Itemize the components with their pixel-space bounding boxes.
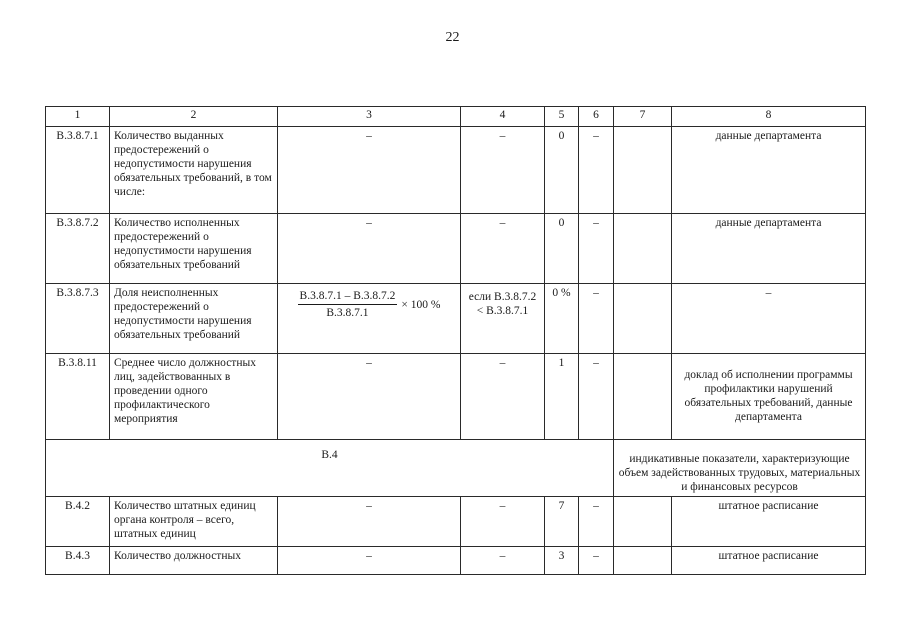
formula-cell: – (278, 214, 461, 284)
condition-cell: – (461, 214, 545, 284)
table-row (46, 214, 866, 284)
indicator-name: Количество должностных (110, 547, 278, 575)
indicator-code: В.3.8.7.2 (46, 214, 110, 284)
col6-cell: – (579, 354, 614, 440)
formula-cell: – (278, 547, 461, 575)
condition-cell (461, 284, 545, 354)
section-description: индикативные показатели, характеризующие объем задействованных трудовых, материальных и финансовых ресурсов (614, 440, 866, 497)
indicator-name: Количество выданных предостережений о недопустимости нарушения обязательных требований, в том числе: (110, 127, 278, 214)
condition-cell: – (461, 547, 545, 575)
indicator-name: Доля неисполненных предостережений о недопустимости нарушения обязательных требований (110, 284, 278, 354)
col6-cell: – (579, 284, 614, 354)
indicator-name: Среднее число должностных лиц, задействованных в проведении одного профилактического мероприятия (110, 354, 278, 440)
condition-line-1: если В.3.8.7.2 (468, 291, 537, 303)
col6-cell: – (579, 127, 614, 214)
indicator-name: Количество исполненных предостережений о недопустимости нарушения обязательных требований (110, 214, 278, 284)
table-row (46, 284, 866, 354)
header-row (46, 107, 866, 127)
col7-cell (614, 214, 672, 284)
value-cell: 0 (545, 127, 579, 214)
col7-cell (614, 284, 672, 354)
col7-cell (614, 354, 672, 440)
source-cell: доклад об исполнении программы профилактики нарушений обязательных требований, данные департамента (672, 354, 866, 440)
condition-cell: – (461, 127, 545, 214)
fraction-body (298, 289, 398, 320)
section-code: В.4 (46, 440, 614, 497)
header-cell: 1 (46, 107, 110, 127)
fraction-numerator: В.3.8.7.1 – В.3.8.7.2 (298, 289, 398, 305)
source-cell: – (672, 284, 866, 354)
col7-cell (614, 127, 672, 214)
formula-cell: – (278, 354, 461, 440)
fraction-multiplier: × 100 % (401, 298, 441, 311)
table-row (46, 497, 866, 547)
formula-cell: – (278, 497, 461, 547)
condition-line-2: < В.3.8.7.1 (476, 305, 529, 317)
header-cell: 8 (672, 107, 866, 127)
indicator-code: В.3.8.7.3 (46, 284, 110, 354)
header-cell: 4 (461, 107, 545, 127)
header-cell: 2 (110, 107, 278, 127)
indicator-code: В.3.8.7.1 (46, 127, 110, 214)
indicator-name: Количество штатных единиц органа контроля – всего, штатных единиц (110, 497, 278, 547)
source-cell: штатное расписание (672, 547, 866, 575)
col6-cell: – (579, 547, 614, 575)
source-cell: данные департамента (672, 127, 866, 214)
indicator-code: В.4.3 (46, 547, 110, 575)
fraction-denominator: В.3.8.7.1 (326, 307, 369, 319)
col7-cell (614, 547, 672, 575)
value-cell: 3 (545, 547, 579, 575)
value-cell: 7 (545, 497, 579, 547)
col7-cell (614, 497, 672, 547)
table-row (46, 127, 866, 214)
col6-cell: – (579, 497, 614, 547)
indicator-code: В.3.8.11 (46, 354, 110, 440)
value-cell: 1 (545, 354, 579, 440)
section-row (46, 440, 866, 497)
formula-fraction (282, 286, 456, 320)
source-cell: данные департамента (672, 214, 866, 284)
header-cell: 7 (614, 107, 672, 127)
value-cell: 0 % (545, 284, 579, 354)
indicator-code: В.4.2 (46, 497, 110, 547)
condition-cell: – (461, 497, 545, 547)
col6-cell: – (579, 214, 614, 284)
value-cell: 0 (545, 214, 579, 284)
formula-cell: – (278, 127, 461, 214)
page-number: 22 (445, 30, 460, 45)
header-cell: 6 (579, 107, 614, 127)
condition-cell: – (461, 354, 545, 440)
formula-cell (278, 284, 461, 354)
header-cell: 3 (278, 107, 461, 127)
indicator-table (45, 106, 866, 575)
source-cell: штатное расписание (672, 497, 866, 547)
header-cell: 5 (545, 107, 579, 127)
table-row (46, 354, 866, 440)
table-row (46, 547, 866, 575)
